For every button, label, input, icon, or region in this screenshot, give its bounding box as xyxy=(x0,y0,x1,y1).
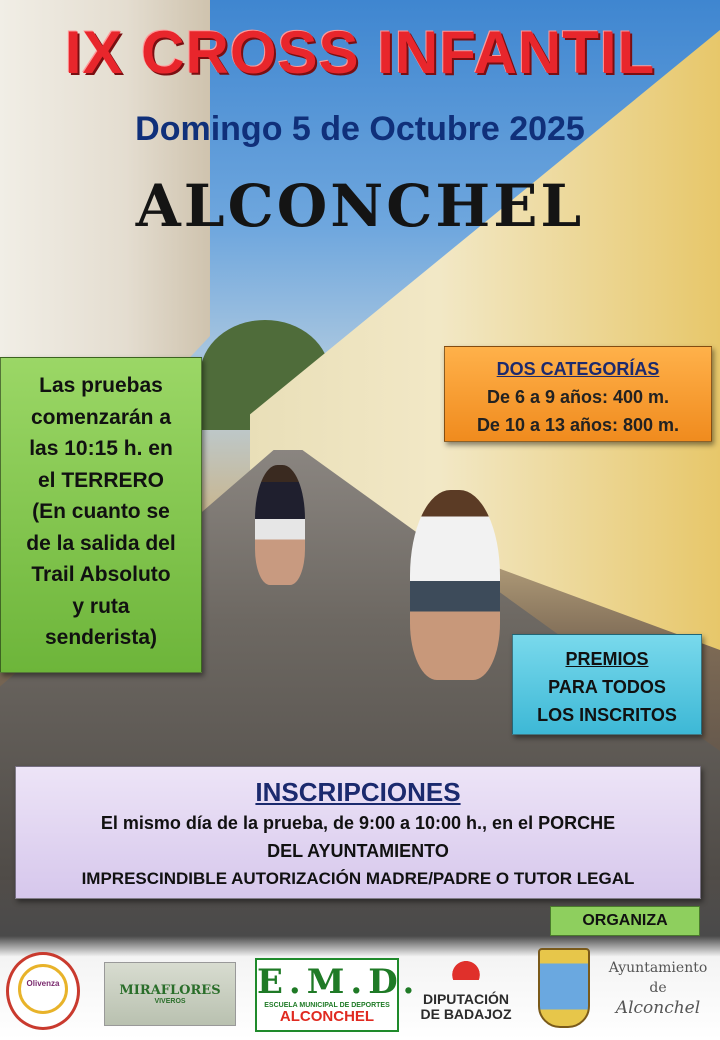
info-line: Trail Absoluto xyxy=(31,563,171,586)
event-date: Domingo 5 de Octubre 2025 xyxy=(135,110,585,148)
runner-girl-image xyxy=(255,465,305,585)
category-item: De 6 a 9 años: 400 m. xyxy=(486,387,670,407)
diputacion-emblem-icon xyxy=(444,954,488,980)
town-name: ALCONCHEL xyxy=(135,172,585,240)
prizes-line: PARA TODOS xyxy=(548,677,666,697)
start-info-box xyxy=(0,357,202,673)
poster-title: IX CROSS INFANTIL xyxy=(64,19,656,86)
organiza-label: ORGANIZA xyxy=(550,906,700,936)
category-item: De 10 a 13 años: 800 m. xyxy=(476,415,680,435)
miraflores-logo-subtext: VIVEROS xyxy=(154,998,186,1005)
emd-logo xyxy=(255,958,421,1032)
mancomunidad-logo-text: Olivenza xyxy=(26,979,60,988)
mancomunidad-ring-icon xyxy=(18,964,68,1014)
runner-boy-image xyxy=(410,490,500,680)
info-line: senderista) xyxy=(44,626,158,649)
ayuntamiento-line: de xyxy=(649,980,667,996)
miraflores-logo-text: MIRAFLORES xyxy=(119,983,221,998)
categories-heading: DOS CATEGORÍAS xyxy=(496,359,660,379)
info-line: las 10:15 h. en xyxy=(29,437,173,460)
emd-logo-town: ALCONCHEL xyxy=(279,1008,375,1025)
info-line: comenzarán a xyxy=(30,405,172,429)
diputacion-logo-text: DE BADAJOZ xyxy=(420,1006,512,1022)
registration-requirement: IMPRESCINDIBLE AUTORIZACIÓN MADRE/PADRE O TUTOR LEGAL xyxy=(81,869,635,888)
info-line: el TERRERO xyxy=(37,468,165,492)
prizes-box xyxy=(512,634,702,735)
ayuntamiento-logo-text xyxy=(598,958,718,1038)
ayuntamiento-town: Alconchel xyxy=(615,998,701,1018)
diputacion-logo-text: DIPUTACIÓN xyxy=(422,991,510,1007)
info-line: (En cuanto se xyxy=(32,500,170,523)
registration-line: DEL AYUNTAMIENTO xyxy=(267,841,449,861)
info-line: y ruta xyxy=(72,594,130,618)
miraflores-logo xyxy=(104,962,236,1026)
emd-logo-text: E.M.D. xyxy=(257,962,421,1002)
info-line: Las pruebas xyxy=(39,374,163,397)
diputacion-logo xyxy=(418,954,514,1034)
info-line: de la salida del xyxy=(26,531,176,555)
prizes-line: LOS INSCRITOS xyxy=(537,705,677,725)
emd-logo-subtext: ESCUELA MUNICIPAL DE DEPORTES xyxy=(264,1002,390,1009)
ayuntamiento-line: Ayuntamiento xyxy=(608,960,708,976)
mancomunidad-logo xyxy=(6,952,80,1030)
alconchel-coat-of-arms-icon xyxy=(538,948,590,1028)
prizes-heading: PREMIOS xyxy=(565,649,649,669)
categories-box xyxy=(444,346,712,442)
registration-heading: INSCRIPCIONES xyxy=(255,777,461,807)
registration-line: El mismo día de la prueba, de 9:00 a 10:00 h., en el PORCHE xyxy=(100,813,616,833)
registration-box xyxy=(15,766,701,899)
